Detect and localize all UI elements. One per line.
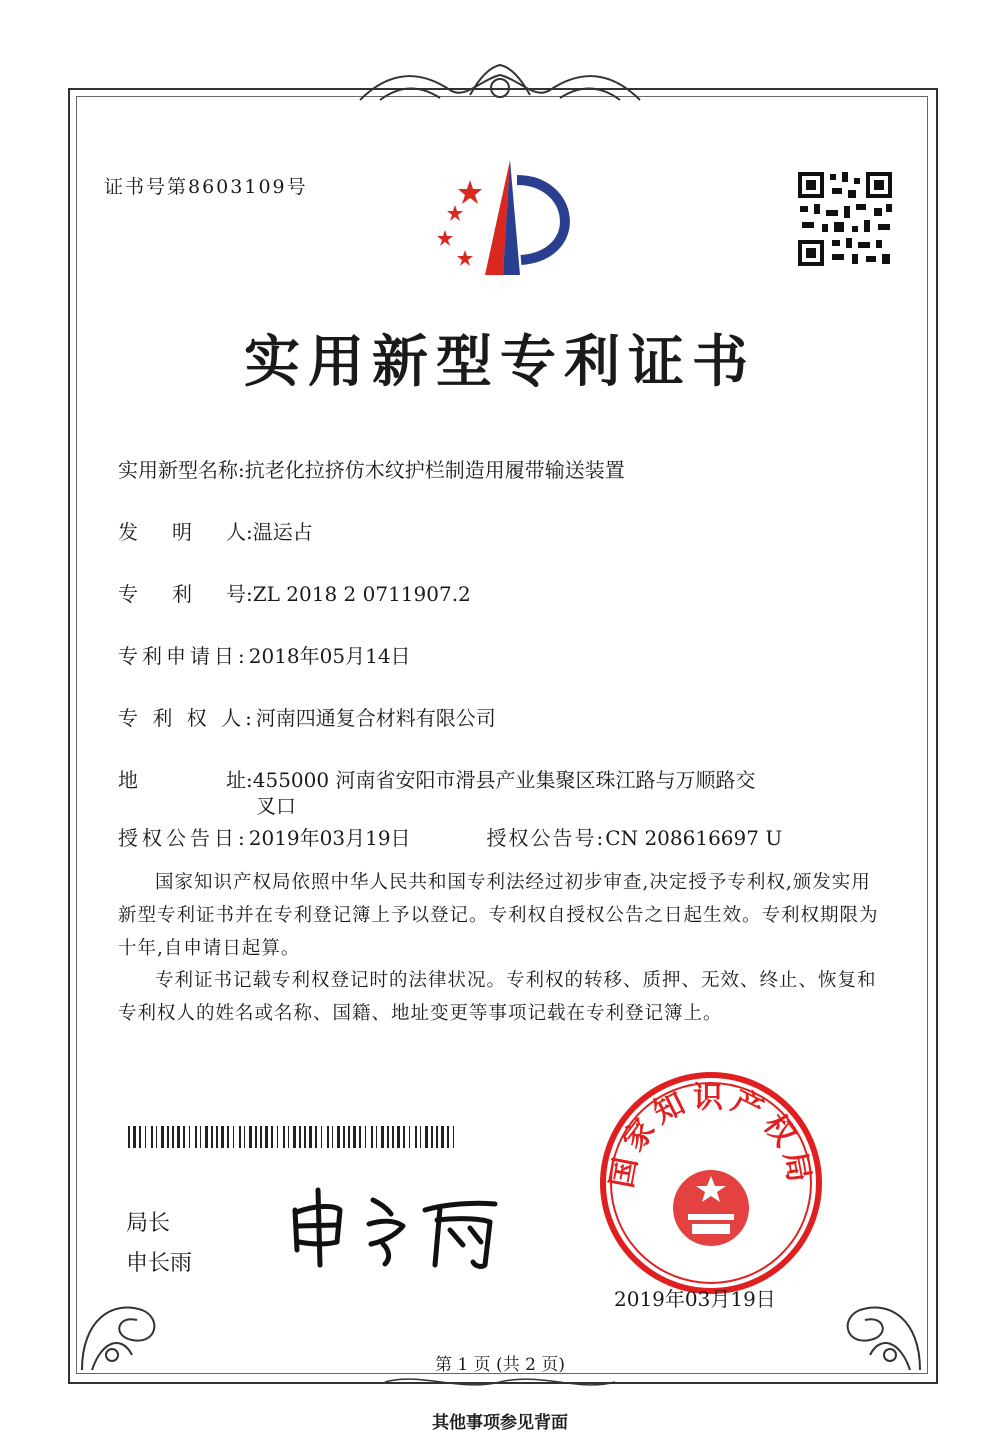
address-row — [118, 764, 755, 793]
body-paragraph-2: 专利证书记载专利权登记时的法律状况。专利权的转移、质押、无效、终止、恢复和专利权人的姓名或名称、国籍、地址变更等事项记载在专利登记簿上。 — [118, 970, 877, 1024]
filing-date-label: 专利申请日: — [118, 644, 249, 668]
footer-note: 其他事项参见背面 — [432, 1413, 568, 1433]
seal-text: 国家知识产权局 — [604, 1080, 818, 1191]
inventor-label-part1: 发 — [118, 520, 138, 544]
filing-date-value: 2018年05月14日 — [248, 644, 411, 668]
patentee-label: 专 利 权 人: — [118, 706, 256, 730]
filing-date-row — [118, 640, 411, 669]
bottom-center-ornament — [380, 1372, 620, 1392]
top-ornament — [350, 60, 650, 110]
utility-model-name-row — [118, 454, 625, 483]
inventor-label-part3: 人: — [226, 520, 253, 544]
inventor-row — [118, 516, 313, 545]
utility-model-name-label: 实用新型名称: — [118, 458, 245, 482]
seal-date: 2019年03月19日 — [614, 1287, 776, 1311]
inventor-label-part2: 明 — [172, 520, 192, 544]
grant-row — [118, 822, 782, 851]
utility-model-name-value: 抗老化拉挤仿木纹护栏制造用履带输送装置 — [244, 458, 625, 482]
grant-date-label: 授权公告日: — [118, 826, 249, 850]
grant-number-value: CN 208616697 U — [605, 826, 783, 850]
director-name: 申长雨 — [126, 1251, 193, 1276]
patent-number-value: ZL 2018 2 0711907.2 — [252, 582, 471, 606]
barcode-icon — [128, 1126, 458, 1148]
official-seal-icon — [596, 1068, 826, 1298]
body-paragraph-1: 国家知识产权局依照中华人民共和国专利法经过初步审查,决定授予专利权,颁发实用新型专利证书并在专利登记簿上予以登记。专利权自授权公告之日起生效。专利权期限为十年,自申请日起算。 — [118, 872, 879, 959]
grant-date-value: 2019年03月19日 — [248, 826, 411, 850]
director-title: 局长 — [126, 1211, 171, 1236]
patent-office-emblem-icon — [425, 160, 585, 280]
handwritten-signature — [285, 1180, 505, 1270]
address-label-part1: 地 — [118, 768, 138, 792]
patentee-row — [118, 702, 496, 731]
patent-number-row — [118, 578, 471, 607]
address-value-line2: 叉口 — [256, 794, 296, 818]
address-label-part2: 址: — [226, 768, 253, 792]
patentee-value: 河南四通复合材料有限公司 — [255, 706, 496, 730]
patent-number-label-part1: 专 — [118, 582, 138, 606]
page-number: 第 1 页 (共 2 页) — [435, 1355, 565, 1375]
address-value-line1: 455000 河南省安阳市滑县产业集聚区珠江路与万顺路交 — [252, 768, 756, 792]
grant-number-label: 授权公告号: — [486, 826, 606, 850]
certificate-number: 证书号第8603109号 — [104, 176, 308, 198]
patent-number-label-part2: 利 — [172, 582, 192, 606]
certificate-title: 实用新型专利证书 — [244, 329, 756, 395]
inventor-value: 温运占 — [252, 520, 313, 544]
director-block — [126, 1204, 192, 1284]
qr-code-icon — [796, 170, 894, 268]
patent-number-label-part3: 号: — [226, 582, 253, 606]
